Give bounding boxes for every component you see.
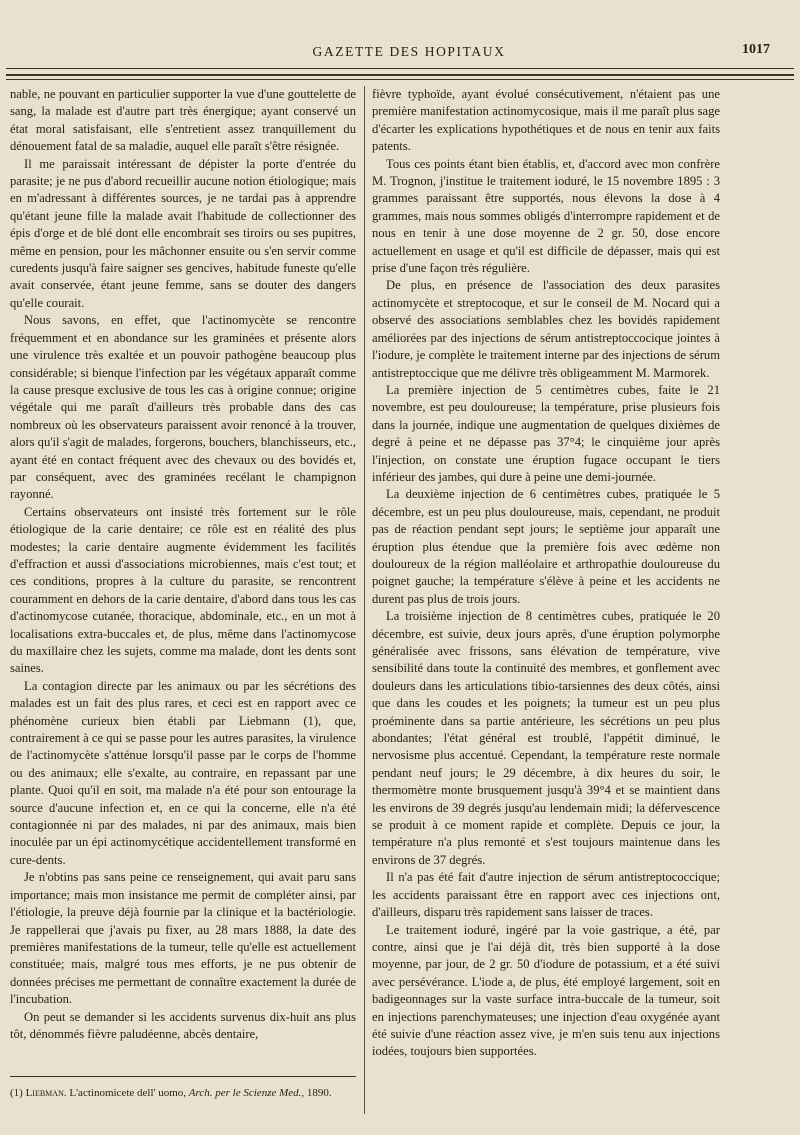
- paragraph: Tous ces points étant bien établis, et, d'accord avec mon confrère M. Trognon, j'institue le traitement ioduré, le 15 novembre 1895 : 3 grammes paraissant être supportés, nous élevons la dose à 4 grammes, mais nous sommes obligés d'interrompre rapidement et de nous en tenir à une dose moyenne de 2 gr. 50, dose encore actuellement en usage et qu'il est difficile de dépasser, mais qui est prise d'une façon très régulière.: [372, 156, 720, 276]
- paragraph: Nous savons, en effet, que l'actinomycète se rencontre fréquemment et en abondance sur les graminées et présente alors une virulence très exaltée et un pouvoir pathogène beaucoup plus considérable; si bienque l'infection par les végétaux apparaît comme la cause presque exclusive de tous les cas à origine connue; origine végétale qui me paraît d'ailleurs très probable dans des cas nombreux où les observateurs paraissent avoir renoncé à la trouver, alors qu'il s'agit de malades, forgerons, bouchers, blanchisseurs, etc., ayant été en contact fréquent avec des chevaux ou des bovidés et, par conséquent, avec des graminées recélant le champignon rayonné.: [10, 313, 356, 502]
- paragraph: Certains observateurs ont insisté très fortement sur le rôle étiologique de la carie dentaire; ce rôle est en réalité des plus modestes; la carie dentaire augmente évidemment les facilités d'effraction et aussi d'associations microbiennes, mais c'est tout; et ces conditions, propres à la culture du parasite, se rencontrent couramment en dehors de la carie dentaire, d'abord dans tous les cas d'actinomycose cutanée, thoracique, abdominale, etc., en un mot à localisations extra-buccales et, de plus, même dans l'actinomycose du maxillaire chez les sujets, comme ma malade, dont les dents sont saines.: [10, 504, 356, 676]
- column-divider: [364, 86, 365, 1114]
- publication-title: GAZETTE DES HOPITAUX: [312, 44, 506, 59]
- paragraph: La contagion directe par les animaux ou par les sécrétions des malades est un fait des plus rares, et ceci est en rapport avec ce phénomène curieux bien établi par Liebmann (1), que, contrairement à ce qui se passe pour les autres parasites, la virulence de l'actinomycète s'atténue lorsqu'il passe par le corps de l'homme ou des animaux; elle s'exalte, au contraire, en repassant par une plante. Quoi qu'il en soit, ma malade n'a été pour son entourage la source d'aucune infection et, en ce qui la concerne, elle n'a été contagionnée ni par des malades, ni par des animaux, mais bien inoculée par un épi actinomycétique accidentellement transformé en cure-dents.: [10, 678, 356, 867]
- page-header: [40, 40, 778, 64]
- footnote-author: Liebman.: [25, 1087, 67, 1099]
- header-rule-bottom: [6, 79, 794, 80]
- paragraph: nable, ne pouvant en particulier supporter la vue d'une gouttelette de sang, la malade est d'autre part très énergique; ayant conservé un état moral satisfaisant, elle s'entretient assez tranquillement du dénouement fatal de sa maladie, auquel elle paraît s'être résignée.: [10, 87, 356, 154]
- paragraph: De plus, en présence de l'association des deux parasites actinomycète et streptocoque, et sur le conseil de M. Nocard qui a observé des associations semblables chez les bovidés rapidement améliorées par des injections de sérum antistreptoccocique jointes à l'iodure, je complète le traitement interne par des injections de sérum antistreptoccique que me délivre très obligeamment M. Marmorek.: [372, 278, 720, 380]
- footnote-marker: (1): [10, 1087, 23, 1099]
- paragraph: La troisième injection de 8 centimètres cubes, pratiquée le 20 décembre, est suivie, deux jours après, d'une éruption polymorphe généralisée avec frissons, sans élévation de température, vive sensibilité dans toute la continuité des membres, et gonflement avec douleurs dans les articulations tibio-tarsiennes des deux côtés, ainsi que dans les coudes et les poignets; la tumeur est un peu plus proéminente dans sa partie antérieure, les sécrétions un peu plus abondantes; l'état général est troublé, l'appétit diminué, le nervosisme plus accentué. Cependant, la température reste normale pendant neuf jours; le 29 décembre, à dix heures du soir, le thermomètre monte brusquement jusqu'à 39°4 et se maintient dans les environs de 39 degrés jusqu'au lendemain midi; la défervescence se produit à ce moment rapide et complète. Depuis ce jour, la température n'a plus remonté et s'est toujours maintenue dans les environs de 37 degrés.: [372, 609, 720, 867]
- paragraph: La deuxième injection de 6 centimètres cubes, pratiquée le 5 décembre, est un peu plus douloureuse, mais, cependant, ne produit pas de réaction pendant sept jours; le septième jour apparaît une éruption plus étendue que la première fois avec œdème non douloureux de la région malléolaire et arthropathie douloureuse du poignet gauche; la température s'élève à peine et les accidents ne durent pas plus de trois jours.: [372, 487, 720, 606]
- paragraph: On peut se demander si les accidents survenus dix-huit ans plus tôt, dénommés fièvre paludéenne, abcès dentaire,: [10, 1009, 356, 1041]
- footnote-title: L'actinomicete dell' uomo,: [69, 1087, 187, 1099]
- header-rule-top: [6, 68, 794, 69]
- footnote-rule: [10, 1076, 356, 1077]
- left-column: [10, 86, 356, 1116]
- right-column: [372, 86, 720, 1116]
- footnote-year: 1890.: [306, 1087, 332, 1099]
- header-rule-middle: [6, 74, 794, 76]
- paragraph: Le traitement ioduré, ingéré par la voie gastrique, a été, par contre, ainsi que je l'ai déjà dit, très bien supporté à la dose moyenne, par jour, de 2 gr. 50 d'iodure de potassium, et a été suivi avec persévérance. L'iode a, de plus, été employé largement, soit en badigeonnages sur la vaste surface intra-buccale de la tumeur, soit en injections parenchymateuses; une injection d'eau oxygénée ayant été suivie d'une réaction assez vive, je m'en suis tenu aux injections iodées, toujours bien supportées.: [372, 922, 720, 1059]
- paragraph: fièvre typhoïde, ayant évolué consécutivement, n'étaient pas une première manifestation actinomycosique, mais il me paraît plus sage d'écarter les explications hypothétiques et de nous en tenir aux faits patents.: [372, 87, 720, 154]
- footnote-journal: Arch. per le Scienze Med.,: [188, 1087, 305, 1099]
- footnote: [10, 1086, 356, 1100]
- paragraph: Il me paraissait intéressant de dépister la porte d'entrée du parasite; je ne pus d'abord recueillir aucune notion étiologique; mais en m'adressant à différentes sources, je ne tardai pas à apprendre qu'étant jeune fille la malade avait l'habitude de collectionner des épis d'orge et de blé dont elle encombrait ses tiroirs ou ses pupitres, même en pension, pour les mâchonner ensuite ou s'en servir comme curedents jusqu'à faire saigner ses gencives, habitude funeste qu'elle avait conservée, étant jeune femme, sans se douter des dangers qu'elle courait.: [10, 156, 356, 310]
- paragraph: Je n'obtins pas sans peine ce renseignement, qui avait paru sans importance; mais mon insistance me permit de compléter ainsi, par l'étiologie, la preuve déjà fournie par la clinique et la bactériologie. Je rappellerai que j'avais pu fixer, au 28 mars 1888, la date des premières manifestations de la tumeur, telle qu'elle est actuellement constituée; mais, malgré tous mes efforts, je ne pus obtenir de données précises me permettant de connaître exactement la durée de l'incubation.: [10, 870, 356, 1007]
- page-number: 1017: [742, 42, 770, 57]
- paragraph: Il n'a pas été fait d'autre injection de sérum antistreptococcique; les accidents paraissant être en rapport avec ces injections ont, d'ailleurs, disparu très rapidement sans laisser de traces.: [372, 870, 720, 920]
- paragraph: La première injection de 5 centimètres cubes, faite le 21 novembre, est peu douloureuse; la température, prise plusieurs fois dans la journée, indique une augmentation de quelques dixièmes de degré à peine et ne dépasse pas 37°4; le cinquième jour après l'injection, on constate une éruption fugace occupant le tiers inférieur des jambes, qui dure à peine une demi-journée.: [372, 382, 720, 484]
